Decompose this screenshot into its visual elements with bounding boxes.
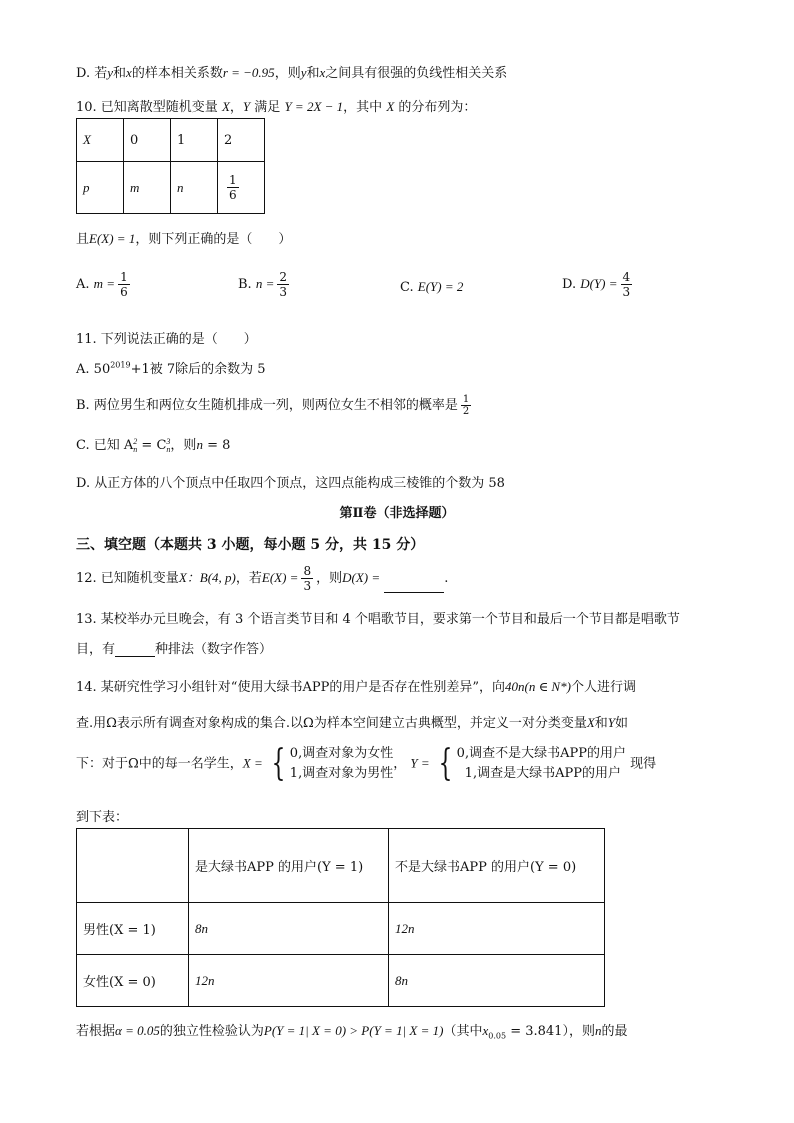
option-expression: E(Y) = 2 (417, 279, 464, 294)
q12-text: ，若 (235, 571, 262, 586)
q14-text: 查.用Ω表示所有调查对象构成的集合.以Ω为样本空间建立古典概型，并定义一对分类变量 (76, 716, 587, 731)
option-label: D. (562, 277, 577, 292)
option-expression: n = (255, 276, 275, 291)
q10-text: 且 (76, 232, 90, 247)
brace-icon: { (438, 743, 453, 784)
table-row (77, 829, 605, 903)
q10-option-d (562, 270, 635, 299)
denominator: 3 (622, 285, 631, 299)
q11-option-b (76, 394, 474, 417)
q14-text: 如 (615, 716, 629, 731)
q12-text: . (444, 571, 449, 586)
numerator: 2 (279, 270, 287, 284)
table-row (77, 955, 605, 1007)
q14-line1 (76, 676, 636, 695)
q14-text: 若根据 (76, 1024, 116, 1039)
denominator: 6 (229, 188, 237, 202)
var-x: X (586, 715, 595, 730)
q14-text: 现得 (630, 756, 657, 772)
q9d-and: 和 (113, 66, 127, 81)
numerator: 4 (622, 270, 631, 284)
piecewise-case: 0,调查对象为女性 (289, 746, 394, 761)
arrangement-symbol: A (123, 438, 134, 453)
alpha-expression: α = 0.05 (115, 1023, 160, 1038)
subscript: 0.05 (488, 1031, 507, 1041)
q14-line2 (76, 712, 628, 731)
q12-text: 12. 已知随机变量 (76, 571, 179, 586)
q9d-prefix: D. 若 (76, 66, 108, 81)
table-cell: 2 (218, 119, 265, 162)
numerator: 1 (120, 270, 128, 284)
answer-blank[interactable] (384, 578, 444, 593)
section3-title: 三、填空题（本题共 3 小题，每小题 5 分，共 15 分） (76, 537, 425, 553)
fraction (621, 270, 633, 299)
table-cell: 女性(X = 0) (77, 955, 189, 1007)
critical-value: = 3.841 (510, 1024, 563, 1039)
table-cell (77, 829, 189, 903)
table-cell: 12n (189, 955, 389, 1007)
piecewise-lhs: Y = (410, 755, 430, 771)
numerator: 1 (462, 394, 470, 405)
option-text: B. 两位男生和两位女生随机排成一列，则两位女生不相邻的概率是 (76, 398, 458, 413)
table-row (77, 119, 265, 162)
option-text: ，则 (170, 438, 197, 453)
q10-option-a (76, 270, 133, 299)
numerator: 8 (303, 564, 312, 578)
var-x: x (319, 65, 326, 80)
piecewise-y (434, 744, 626, 784)
var-y: y (107, 65, 114, 80)
var-y: y (300, 65, 307, 80)
option-expression: m = (93, 276, 116, 291)
piecewise-case: 1,调查是大绿书APP的用户 (464, 766, 621, 781)
q14-text: 个人进行调 (570, 680, 636, 695)
q14-text: （其中 (443, 1024, 483, 1039)
part2-title: 第Ⅱ卷（非选择题） (339, 506, 455, 521)
q13-line1: 13. 某校举办元旦晚会，有 3 个语言类节目和 4 个唱歌节目，要求第一个节目和最后一个节目都是唱歌节 (76, 612, 680, 627)
option-label: C. (400, 280, 414, 295)
denominator: 6 (120, 285, 128, 299)
denominator: 3 (303, 579, 312, 593)
q14-line4: 到下表： (76, 810, 129, 825)
q14-text: 14. 某研究性学习小组针对“使用大绿书APP的用户是否存在性别差异”，向 (76, 680, 505, 695)
relation-expression: Y = 2X − 1 (284, 99, 344, 114)
table-cell: 1 (171, 119, 218, 162)
table-row (77, 162, 265, 214)
q10-option-b (238, 270, 292, 299)
piecewise-case: 0,调查不是大绿书APP的用户 (456, 746, 626, 761)
expectation-expression: E(X) = 1 (89, 231, 136, 246)
var-y: Y (242, 99, 251, 114)
q10-text: ，其中 (343, 100, 383, 115)
table-cell: 是大绿书APP 的用户(Y = 1) (189, 829, 389, 903)
table-cell: n (171, 162, 218, 214)
piecewise-x (267, 744, 393, 784)
denominator: 2 (462, 406, 470, 417)
q11-option-c (76, 434, 230, 454)
q9d-text: 之间具有很强的负线性相关关系 (325, 66, 508, 81)
option-label: A. (76, 362, 90, 377)
superscript: 2 (133, 436, 138, 446)
var-x: x (126, 65, 132, 80)
fraction (461, 394, 471, 417)
q13-text: 目，有 (76, 642, 116, 657)
var-x: X (386, 99, 395, 114)
fraction (277, 270, 289, 299)
q10-text: ， (229, 100, 243, 115)
q10-text: 的分布列为： (398, 100, 477, 115)
option-text: +1被 7除后的余数为 5 (130, 362, 266, 377)
combination-symbol: C (156, 438, 167, 453)
option-text: C. 已知 (76, 438, 120, 453)
q14-contingency-table (76, 828, 605, 1007)
option-text: = 8 (207, 438, 231, 453)
table-cell: 男性(X = 1) (77, 903, 189, 955)
table-cell: 0 (124, 119, 171, 162)
count-expression: 40n (504, 679, 525, 694)
q11-stem: 11. 下列说法正确的是（ ） (76, 332, 257, 347)
r-expression: r = −0.95 (222, 65, 275, 80)
table-cell: 12n (389, 903, 605, 955)
fraction (118, 270, 130, 299)
q10-condition (76, 228, 291, 247)
q14-text: 的最 (601, 1024, 628, 1039)
q13-text: 种排法（数字作答） (155, 642, 273, 657)
table-row (77, 903, 605, 955)
var-x: X (221, 99, 230, 114)
answer-blank[interactable] (115, 642, 155, 657)
expectation-expression: E(X) = (261, 570, 299, 585)
power-base: 50 (93, 362, 111, 377)
q12-text: ，则 (316, 571, 343, 586)
q9d-text: 的样本相关系数 (131, 66, 223, 81)
q14-text: 下：对于Ω中的每一名学生， (76, 756, 243, 772)
table-cell: 8n (189, 903, 389, 955)
equals: = (141, 438, 153, 453)
table-cell: p (77, 162, 124, 214)
q10-option-c (400, 279, 463, 295)
table-cell: 8n (389, 955, 605, 1007)
piecewise-case: 1,调查对象为男性 (289, 766, 394, 781)
q12 (76, 564, 448, 593)
brace-icon: { (271, 743, 286, 784)
table-cell: 不是大绿书APP 的用户(Y = 0) (389, 829, 605, 903)
q10-text: ，则下列正确的是（ ） (135, 232, 292, 247)
domain-expression: (n ∈ N*) (524, 679, 571, 694)
q10-text: 10. 已知离散型随机变量 (76, 100, 218, 115)
q14-text: 的独立性检验认为 (159, 1024, 264, 1039)
var-x: X (178, 570, 187, 585)
var-n: n (594, 1023, 602, 1038)
q10-stem (76, 96, 476, 115)
q14-line3 (76, 744, 656, 784)
probability-inequality: P(Y = 1| X = 0) > P(Y = 1| X = 1) (263, 1023, 444, 1038)
piecewise-lhs: X = (242, 755, 263, 771)
q14-text: 和 (594, 716, 608, 731)
q9d-and: 和 (306, 66, 320, 81)
option-label: B. (238, 277, 252, 292)
q13-line2 (76, 638, 272, 657)
option-label: A. (76, 277, 90, 292)
q11-option-a (76, 358, 266, 377)
q10-text: 满足 (254, 100, 281, 115)
fraction (301, 564, 313, 593)
subscript: n (166, 444, 171, 454)
q14-text: ， (393, 756, 407, 772)
power-exponent: 2019 (110, 360, 131, 370)
q11-option-d: D. 从正方体的八个顶点中任取四个顶点，这四点能构成三棱锥的个数为 58 (76, 476, 505, 491)
denominator: 3 (279, 285, 287, 299)
var-y: Y (607, 715, 616, 730)
superscript: 3 (166, 436, 171, 446)
critical-value-symbol: x (482, 1023, 489, 1038)
q9-option-d (76, 62, 507, 81)
subscript: n (133, 444, 138, 454)
table-cell: X (77, 119, 124, 162)
q10-distribution-table (76, 118, 265, 214)
var-n: n (196, 437, 203, 452)
variance-expression: D(X) = (342, 570, 381, 585)
q9d-text: ，则 (274, 66, 301, 81)
table-cell: m (124, 162, 171, 214)
option-expression: D(Y) = (580, 276, 618, 291)
numerator: 1 (229, 173, 237, 187)
fraction (227, 173, 239, 202)
distribution-expression: ：B(4, p) (186, 570, 236, 585)
table-cell (218, 162, 265, 214)
q14-text: ），则 (562, 1024, 595, 1039)
q14-last-line (76, 1020, 627, 1041)
